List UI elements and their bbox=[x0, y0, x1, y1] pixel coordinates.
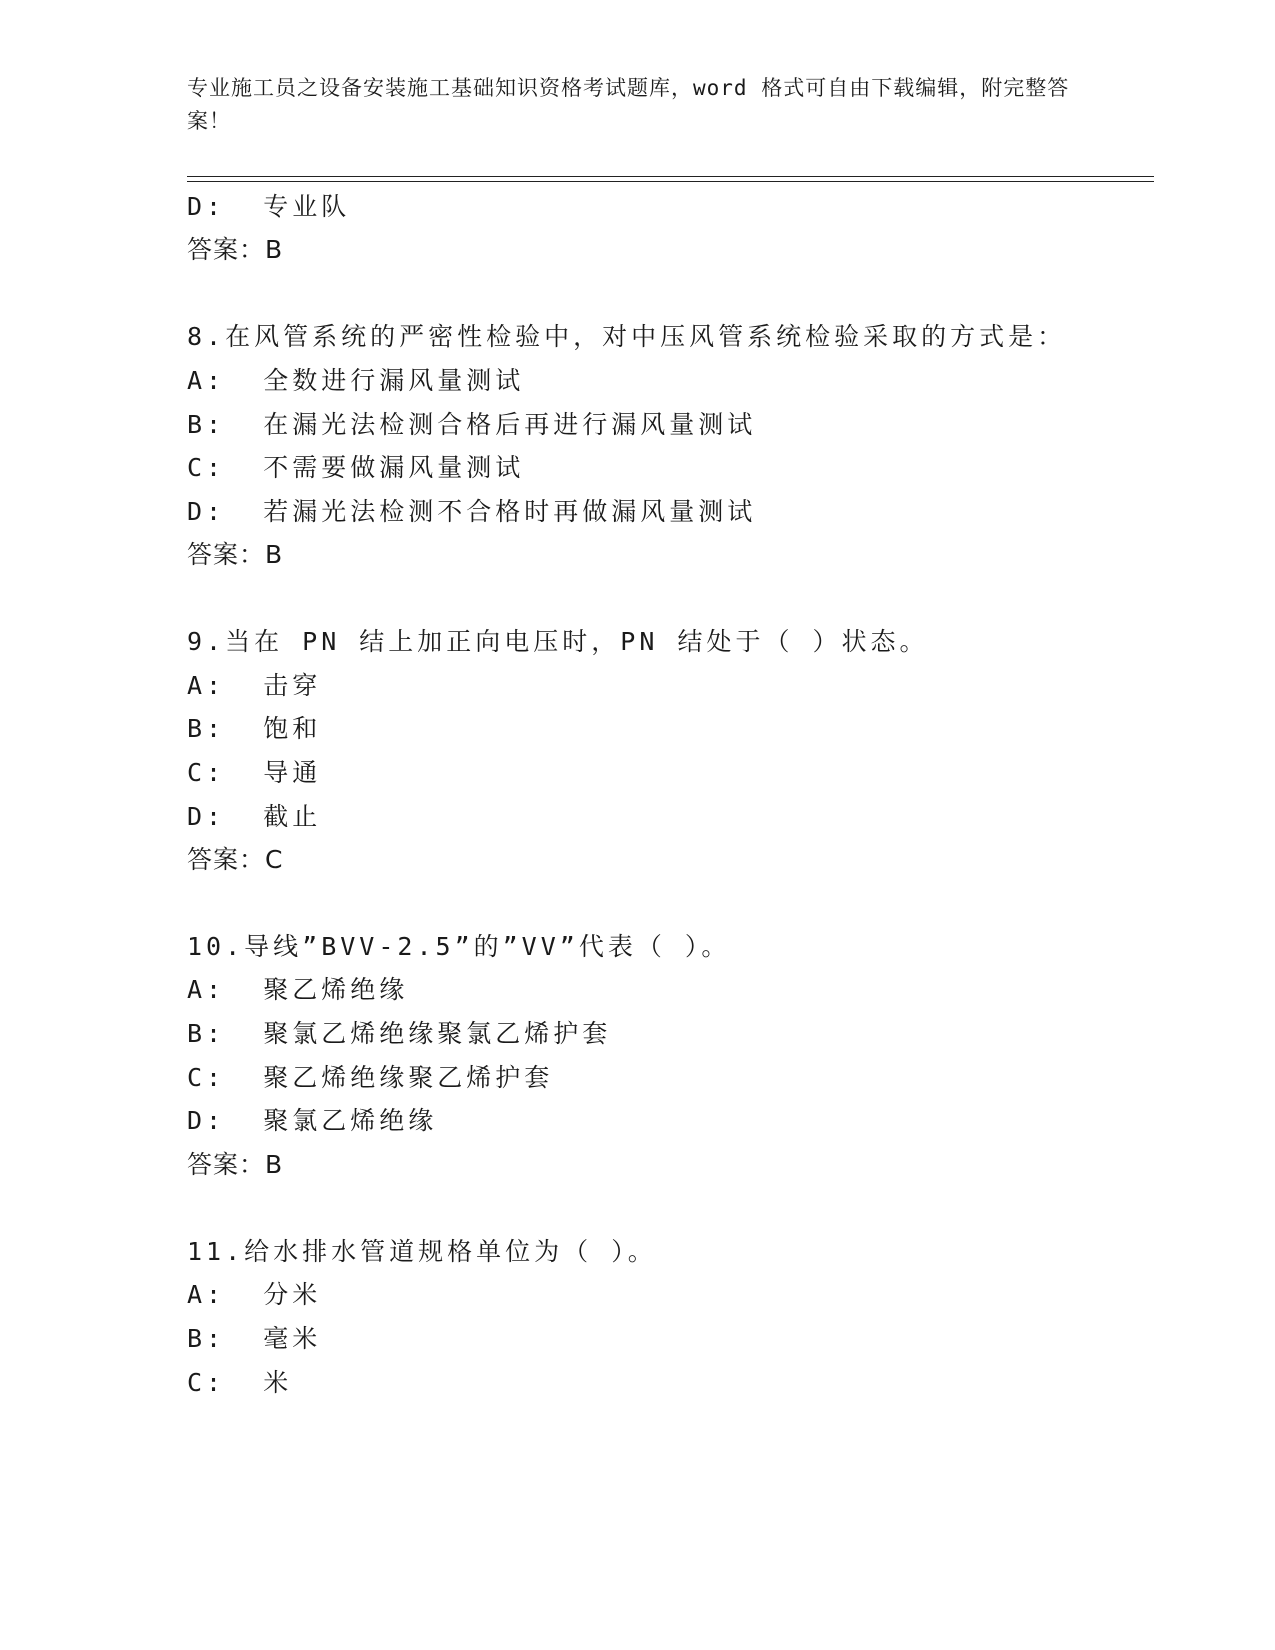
question-10-option-b: B: 聚氯乙烯绝缘聚氯乙烯护套 bbox=[187, 1019, 612, 1048]
question-9-option-a: A: 击穿 bbox=[187, 671, 322, 700]
question-9-option-b: B: 饱和 bbox=[187, 714, 322, 743]
question-8-answer: 答案：B bbox=[187, 540, 284, 569]
question-10-option-c: C: 聚乙烯绝缘聚乙烯护套 bbox=[187, 1063, 554, 1092]
question-8-option-d: D: 若漏光法检测不合格时再做漏风量测试 bbox=[187, 497, 757, 526]
question-10-option-d: D: 聚氯乙烯绝缘 bbox=[187, 1106, 438, 1135]
document-header: 专业施工员之设备安装施工基础知识资格考试题库，word 格式可自由下载编辑，附完整答案！ bbox=[187, 76, 1070, 133]
question-9-answer: 答案：C bbox=[187, 845, 284, 874]
question-8-stem: 8.在风管系统的严密性检验中，对中压风管系统检验采取的方式是： bbox=[187, 322, 1067, 351]
question-9-option-c: C: 导通 bbox=[187, 758, 322, 787]
question-8-option-b: B: 在漏光法检测合格后再进行漏风量测试 bbox=[187, 410, 757, 439]
question-8-option-c: C: 不需要做漏风量测试 bbox=[187, 453, 525, 482]
question-11-stem: 11.给水排水管道规格单位为（ ）。 bbox=[187, 1237, 657, 1266]
question-11-option-c: C: 米 bbox=[187, 1368, 293, 1397]
question-10-answer: 答案：B bbox=[187, 1150, 284, 1179]
prev-question-answer: 答案：B bbox=[187, 235, 284, 264]
question-11-option-a: A: 分米 bbox=[187, 1280, 322, 1309]
question-10-option-a: A: 聚乙烯绝缘 bbox=[187, 975, 409, 1004]
question-8-option-a: A: 全数进行漏风量测试 bbox=[187, 366, 525, 395]
question-9-option-d: D: 截止 bbox=[187, 802, 322, 831]
header-divider-top bbox=[187, 176, 1154, 177]
question-9-stem: 9.当在 PN 结上加正向电压时，PN 结处于（ ）状态。 bbox=[187, 627, 929, 656]
prev-question-option-d: D: 专业队 bbox=[187, 192, 351, 221]
question-10-stem: 10.导线”BVV-2.5”的”VV”代表（ ）。 bbox=[187, 932, 731, 961]
header-divider-bottom bbox=[187, 181, 1154, 182]
question-11-option-b: B: 毫米 bbox=[187, 1324, 322, 1353]
